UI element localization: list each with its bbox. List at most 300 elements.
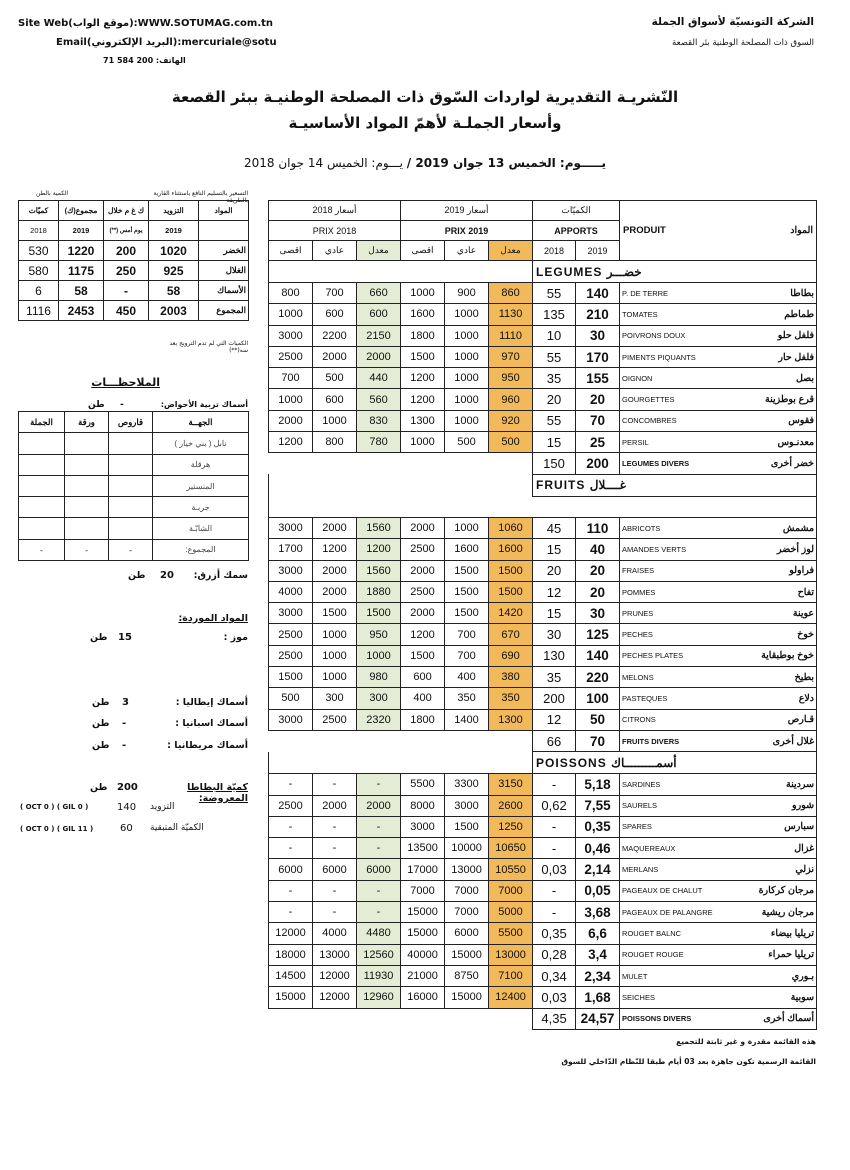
supply-label: التزويد (150, 802, 175, 812)
price-2019-avg: 1420 (489, 603, 533, 624)
table-row (269, 774, 817, 795)
price-2019-max: 1000 (401, 283, 445, 304)
fish-mr-value: - (122, 740, 127, 751)
product-ar: طماطم (722, 304, 817, 325)
sum-h-product: المواد (199, 201, 249, 221)
price-2019-max: 3000 (401, 816, 445, 837)
product-ar: خوخ (722, 624, 817, 645)
product-ar: عوينة (722, 603, 817, 624)
product-ar: تريليا بيضاء (722, 923, 817, 944)
qty-2019: 1,68 (576, 987, 620, 1008)
qty-2019: 70 (576, 730, 620, 751)
price-2018-normal: 600 (313, 304, 357, 325)
qty-2019: 20 (576, 560, 620, 581)
obs-cell (19, 475, 65, 496)
company-name: الشركة التونسيّة لأسواق الجملة (651, 16, 814, 28)
prix-2018: PRIX 2018 (269, 221, 401, 241)
section-fruits (269, 474, 817, 496)
price-2018-max: 2000 (269, 410, 313, 431)
price-2019-max: 5500 (401, 774, 445, 795)
table-row (269, 432, 817, 453)
side-footnote: الكميات التي لم تدم الترويج بعد سه(**) (169, 340, 248, 354)
qty-2019: 125 (576, 624, 620, 645)
product-ar: مشمش (722, 517, 817, 538)
price-2019-avg: 500 (489, 432, 533, 453)
product-ar: فلفل حار (722, 346, 817, 367)
date-line (0, 156, 850, 170)
price-2018-avg: 560 (357, 389, 401, 410)
section-legumes-cell (269, 261, 533, 283)
col-avg-2019: معدل (489, 241, 533, 261)
price-2019-avg: 960 (489, 389, 533, 410)
qty-2018: 66 (533, 730, 576, 751)
price-2019-max: 2500 (401, 539, 445, 560)
obs-region: نابل ( بني خيار ) (153, 433, 249, 454)
qty-2018: 20 (533, 389, 576, 410)
price-2019-max: 1500 (401, 645, 445, 666)
obs-cell (109, 475, 153, 496)
divers-row (269, 453, 817, 474)
price-2019-avg: 13000 (489, 944, 533, 965)
price-2019-normal: 700 (445, 645, 489, 666)
product-ar: أسماك أخرى (722, 1008, 817, 1029)
price-2018-normal: 1000 (313, 410, 357, 431)
price-2018-normal: 600 (313, 389, 357, 410)
price-2018-max: 700 (269, 368, 313, 389)
table-row (269, 346, 817, 367)
price-2019-normal: 8750 (445, 965, 489, 986)
price-2019-normal: 7000 (445, 902, 489, 923)
price-2019-normal: 1000 (445, 517, 489, 538)
obs-cell (19, 454, 65, 475)
divers-row (269, 1008, 817, 1029)
footer-note-2: القائمة الرسمية تكون جاهزة بعد 03 أيام طبقا للنّظام الدّاخلي للسوق (561, 1057, 816, 1066)
qty-2018: 45 (533, 517, 576, 538)
price-2018-normal: 6000 (313, 859, 357, 880)
sum-label: المجموع (199, 301, 249, 321)
price-2018-avg: 2320 (357, 709, 401, 730)
table-row (269, 325, 817, 346)
table-row (269, 688, 817, 709)
qty-2019: 140 (576, 645, 620, 666)
price-2018-avg: 2000 (357, 795, 401, 816)
produit-header: PRODUIT (620, 201, 722, 261)
remain-label: الكميّة المتبقية (150, 823, 204, 833)
sum-cell: 58 (59, 281, 104, 301)
price-2018-avg: 830 (357, 410, 401, 431)
sum-s-4 (199, 221, 249, 241)
qty-2018: 35 (533, 368, 576, 389)
product-ar: تفاح (722, 581, 817, 602)
spacer-cell (269, 496, 817, 517)
qty-2019: 30 (576, 325, 620, 346)
price-2019-avg: 350 (489, 688, 533, 709)
potato-value: 200 (117, 782, 138, 793)
price-2018-normal: 13000 (313, 944, 357, 965)
product-fr: PAGEAUX DE PALANGRE (620, 902, 722, 923)
product-fr: PECHES PLATES (620, 645, 722, 666)
qty-2019: 5,18 (576, 774, 620, 795)
price-2019-avg: 970 (489, 346, 533, 367)
product-fr: PERSIL (620, 432, 722, 453)
sum-cell: 1116 (19, 301, 59, 321)
qty-2019: 40 (576, 539, 620, 560)
quantities-header: الكميّات (533, 201, 620, 221)
obs-h-loup: قاروص (109, 412, 153, 433)
price-2019-avg: 10650 (489, 838, 533, 859)
fish-it-value: 3 (122, 697, 129, 708)
qty-2018: 130 (533, 645, 576, 666)
price-2019-max: 1300 (401, 410, 445, 431)
email: Email(البريد الإلكتروني):mercuriale@sotu (56, 37, 277, 48)
page-title: النّشريـة التقديرية لواردات السّوق ذات المصلحة الوطنيـة ببئر القصعة (171, 88, 679, 106)
price-2019-normal: 900 (445, 283, 489, 304)
table-row (269, 560, 817, 581)
price-2018-max: 3000 (269, 517, 313, 538)
product-ar: دلاع (722, 688, 817, 709)
contact-block (18, 18, 277, 73)
section-poissons-fr: POISSONS (536, 755, 607, 770)
price-2018-normal: 500 (313, 368, 357, 389)
side-note-left: الكمية بالطن (35, 190, 68, 197)
fish-it-label: أسماك إيطاليا : (175, 697, 248, 708)
section-fruits-cell (269, 474, 533, 496)
sum-h-unsold: ك غ م خلال (104, 201, 149, 221)
sum-h-total: مجموع(ك) (59, 201, 104, 221)
qty-2018: 200 (533, 688, 576, 709)
price-2018-avg: 4480 (357, 923, 401, 944)
price-2018-max: 3000 (269, 709, 313, 730)
section-fruits-ar: غــــلال (589, 478, 626, 493)
price-2018-max: 1700 (269, 539, 313, 560)
qty-2019: 200 (576, 453, 620, 474)
price-2018-normal: 1000 (313, 667, 357, 688)
price-2018-normal: - (313, 902, 357, 923)
remain-value: 60 (120, 823, 133, 834)
qty-2018: 0,03 (533, 987, 576, 1008)
company-header (652, 16, 814, 48)
qty-2018: 15 (533, 603, 576, 624)
product-ar: بصل (722, 368, 817, 389)
price-2018-avg: 11930 (357, 965, 401, 986)
price-2018-normal: 300 (313, 688, 357, 709)
sum-cell: 530 (19, 241, 59, 261)
price-2018-avg: - (357, 902, 401, 923)
apports: APPORTS (533, 221, 620, 241)
phone: الهاتف: 200 584 71 (103, 56, 186, 65)
price-2018-avg: 950 (357, 624, 401, 645)
obs-region: الشابّـة (153, 518, 249, 539)
price-2019-normal: 400 (445, 667, 489, 688)
table-row (269, 944, 817, 965)
price-2018-avg: 980 (357, 667, 401, 688)
price-2019-max: 13500 (401, 838, 445, 859)
price-2019-avg: 1500 (489, 560, 533, 581)
sum-cell: 1220 (59, 241, 104, 261)
qty-2019: 0,05 (576, 880, 620, 901)
obs-cell (19, 518, 65, 539)
qty-2018: - (533, 816, 576, 837)
qty-2018: 55 (533, 283, 576, 304)
product-fr: SPARES (620, 816, 722, 837)
price-2018-normal: 1500 (313, 603, 357, 624)
price-2019-avg: 12400 (489, 987, 533, 1008)
price-2019-normal: 6000 (445, 923, 489, 944)
price-2019-max: 600 (401, 667, 445, 688)
price-2019-max: 2000 (401, 517, 445, 538)
obs-h-region: الجهــة (153, 412, 249, 433)
table-row (269, 517, 817, 538)
price-2019-normal: 13000 (445, 859, 489, 880)
price-2018-normal: 2000 (313, 346, 357, 367)
banana-value: 15 (118, 632, 132, 643)
sum-cell: 200 (104, 241, 149, 261)
product-ar: سبارس (722, 816, 817, 837)
qty-2019: 110 (576, 517, 620, 538)
price-2019-max: 2500 (401, 581, 445, 602)
price-2018-max: 12000 (269, 923, 313, 944)
product-ar: لوز أخضر (722, 539, 817, 560)
price-2018-normal: 800 (313, 432, 357, 453)
qty-2018: 150 (533, 453, 576, 474)
table-row (269, 410, 817, 431)
price-2019-avg: 380 (489, 667, 533, 688)
col-max-2018: اقصى (269, 241, 313, 261)
product-fr: AMANDES VERTS (620, 539, 722, 560)
table-row (269, 965, 817, 986)
price-2018-normal: - (313, 838, 357, 859)
sum-cell: 450 (104, 301, 149, 321)
price-2019-max: 1200 (401, 368, 445, 389)
qty-2019: 3,4 (576, 944, 620, 965)
table-row (269, 539, 817, 560)
imported-title: المواد الموردة: (178, 613, 248, 624)
qty-2018: 0,34 (533, 965, 576, 986)
price-2018-avg: 1000 (357, 645, 401, 666)
qty-2019: 100 (576, 688, 620, 709)
product-fr: ABRICOTS (620, 517, 722, 538)
product-fr: MAQUEREAUX (620, 838, 722, 859)
price-2018-max: 4000 (269, 581, 313, 602)
price-2018-normal: 2500 (313, 709, 357, 730)
price-2019-normal: 3000 (445, 795, 489, 816)
price-2019-normal: 1000 (445, 389, 489, 410)
footer-note-1: هذه القائمة مقدرة و غير ثابتة للتجميع (676, 1037, 816, 1046)
price-2018-normal: - (313, 880, 357, 901)
obs-cell (109, 518, 153, 539)
product-ar: فلفل حلو (722, 325, 817, 346)
product-fr: POMMES (620, 581, 722, 602)
price-2019-max: 17000 (401, 859, 445, 880)
qty-2019: 0,35 (576, 816, 620, 837)
price-2018-normal: 4000 (313, 923, 357, 944)
price-2019-normal: 15000 (445, 987, 489, 1008)
sum-cell: 580 (19, 261, 59, 281)
price-2018-max: - (269, 838, 313, 859)
product-ar: نزلي (722, 859, 817, 880)
price-2019-avg: 7100 (489, 965, 533, 986)
obs-total-cell: - (19, 539, 65, 560)
col-avg-2018: معدل (357, 241, 401, 261)
price-2018-max: 2500 (269, 624, 313, 645)
sum-s-1: 2019 (59, 221, 104, 241)
qty-2018: 12 (533, 581, 576, 602)
qty-2018: 10 (533, 325, 576, 346)
blue-fish-value: 20 (160, 570, 174, 581)
section-legumes-fr: LEGUMES (536, 264, 603, 279)
price-2018-max: 1000 (269, 304, 313, 325)
obs-total-cell: - (109, 539, 153, 560)
product-fr: FRAISES (620, 560, 722, 581)
obs-cell (65, 518, 109, 539)
price-2019-normal: 7000 (445, 880, 489, 901)
banana-label: موز : (223, 632, 248, 643)
product-ar: غزال (722, 838, 817, 859)
price-2018-max: 800 (269, 283, 313, 304)
price-table (268, 200, 817, 1030)
farm-label: أسماك تربية الأحواض: (160, 400, 248, 409)
obs-cell (109, 454, 153, 475)
table-row (269, 987, 817, 1008)
table-row (269, 624, 817, 645)
product-fr: ROUGET BALNC (620, 923, 722, 944)
date-2019: يـــــوم: الخميس 13 جوان 2019 / (406, 156, 607, 170)
price-2018-max: 3000 (269, 560, 313, 581)
side-note-right: التسعير بالتسليم النافع باستثناء القارية بالطريقة (153, 190, 248, 204)
qty-2018: 135 (533, 304, 576, 325)
divers-row (269, 730, 817, 751)
qty-2018: 15 (533, 539, 576, 560)
product-fr: FRUITS DIVERS (620, 730, 722, 751)
price-2018-avg: 6000 (357, 859, 401, 880)
price-2019-avg: 690 (489, 645, 533, 666)
price-2018-max: - (269, 774, 313, 795)
price-2019-avg: 920 (489, 410, 533, 431)
product-ar: فراولو (722, 560, 817, 581)
price-2019-max: 16000 (401, 987, 445, 1008)
fish-mr-unit: طن (92, 740, 110, 751)
qty-2019: 3,68 (576, 902, 620, 923)
price-2019-normal: 3300 (445, 774, 489, 795)
qty-2019: 50 (576, 709, 620, 730)
price-2018-avg: 780 (357, 432, 401, 453)
price-2018-normal: 2000 (313, 560, 357, 581)
price-2018-avg: - (357, 880, 401, 901)
price-2019-normal: 1000 (445, 325, 489, 346)
section-poissons (269, 752, 817, 774)
qty-2018: 0,62 (533, 795, 576, 816)
sum-cell: 2453 (59, 301, 104, 321)
sum-cell: 2003 (149, 301, 199, 321)
col-q-2019: 2019 (576, 241, 620, 261)
product-ar: سوبية (722, 987, 817, 1008)
qty-2019: 7,55 (576, 795, 620, 816)
section-legumes-ar: خضـــر (606, 264, 642, 279)
price-2019-normal: 700 (445, 624, 489, 645)
price-2019-max: 8000 (401, 795, 445, 816)
section-legumes-label (533, 261, 817, 283)
price-2018-avg: 1560 (357, 517, 401, 538)
company-subtitle: السوق ذات المصلحة الوطنية بئر القصعة (672, 38, 814, 48)
price-2018-max: 2500 (269, 346, 313, 367)
sum-cell: 1020 (149, 241, 199, 261)
product-fr: SARDINES (620, 774, 722, 795)
qty-2019: 25 (576, 432, 620, 453)
qty-2018: 0,03 (533, 859, 576, 880)
obs-total-label: المجموع: (153, 539, 249, 560)
table-row (269, 880, 817, 901)
price-2018-avg: 1200 (357, 539, 401, 560)
product-ar: خوخ بوطبقاية (722, 645, 817, 666)
price-2018-max: - (269, 816, 313, 837)
product-fr: MERLANS (620, 859, 722, 880)
product-fr: GOURGETTES (620, 389, 722, 410)
mawad-header: المواد (722, 201, 817, 261)
price-2018-max: 2500 (269, 795, 313, 816)
product-ar: معدنـوس (722, 432, 817, 453)
potato-unit: طن (90, 782, 108, 793)
product-ar: بـوري (722, 965, 817, 986)
price-2019-normal: 1600 (445, 539, 489, 560)
price-2018-avg: 2000 (357, 346, 401, 367)
price-2019-normal: 1500 (445, 560, 489, 581)
price-2019-max: 1000 (401, 432, 445, 453)
product-ar: بطاطا (722, 283, 817, 304)
price-2019-max: 2000 (401, 603, 445, 624)
price-2019-avg: 1300 (489, 709, 533, 730)
qty-2018: 35 (533, 667, 576, 688)
price-2018-avg: 2150 (357, 325, 401, 346)
blue-fish-unit: طن (128, 570, 146, 581)
divers-blank (269, 1008, 533, 1029)
product-fr: PAGEAUX DE CHALUT (620, 880, 722, 901)
qty-2019: 20 (576, 389, 620, 410)
sum-cell: 58 (149, 281, 199, 301)
price-2019-normal: 500 (445, 432, 489, 453)
qty-2018: - (533, 880, 576, 901)
product-fr: ROUGET ROUGE (620, 944, 722, 965)
product-fr: OIGNON (620, 368, 722, 389)
qty-2018: - (533, 774, 576, 795)
price-2019-normal: 10000 (445, 838, 489, 859)
qty-2019: 155 (576, 368, 620, 389)
obs-region: المنستير (153, 475, 249, 496)
price-2018-max: 15000 (269, 987, 313, 1008)
price-2018-avg: - (357, 774, 401, 795)
qty-2018: 0,35 (533, 923, 576, 944)
product-fr: SEICHES (620, 987, 722, 1008)
sum-label: الخضر (199, 241, 249, 261)
price-2018-avg: 300 (357, 688, 401, 709)
product-ar: قـارص (722, 709, 817, 730)
product-fr: TOMATES (620, 304, 722, 325)
qty-2019: 170 (576, 346, 620, 367)
section-fruits-fr: FRUITS (536, 478, 586, 493)
obs-cell (109, 433, 153, 454)
table-row (269, 709, 817, 730)
price-2018-normal: 1200 (313, 539, 357, 560)
divers-blank (269, 453, 533, 474)
product-ar: غلال أخرى (722, 730, 817, 751)
price-2018-normal: 2000 (313, 581, 357, 602)
price-2019-max: 15000 (401, 902, 445, 923)
price-2019-avg: 10550 (489, 859, 533, 880)
qty-2018: - (533, 902, 576, 923)
product-ar: خضر أخرى (722, 453, 817, 474)
qty-2019: 2,34 (576, 965, 620, 986)
product-fr: LEGUMES DIVERS (620, 453, 722, 474)
price-2018-max: 1000 (269, 389, 313, 410)
